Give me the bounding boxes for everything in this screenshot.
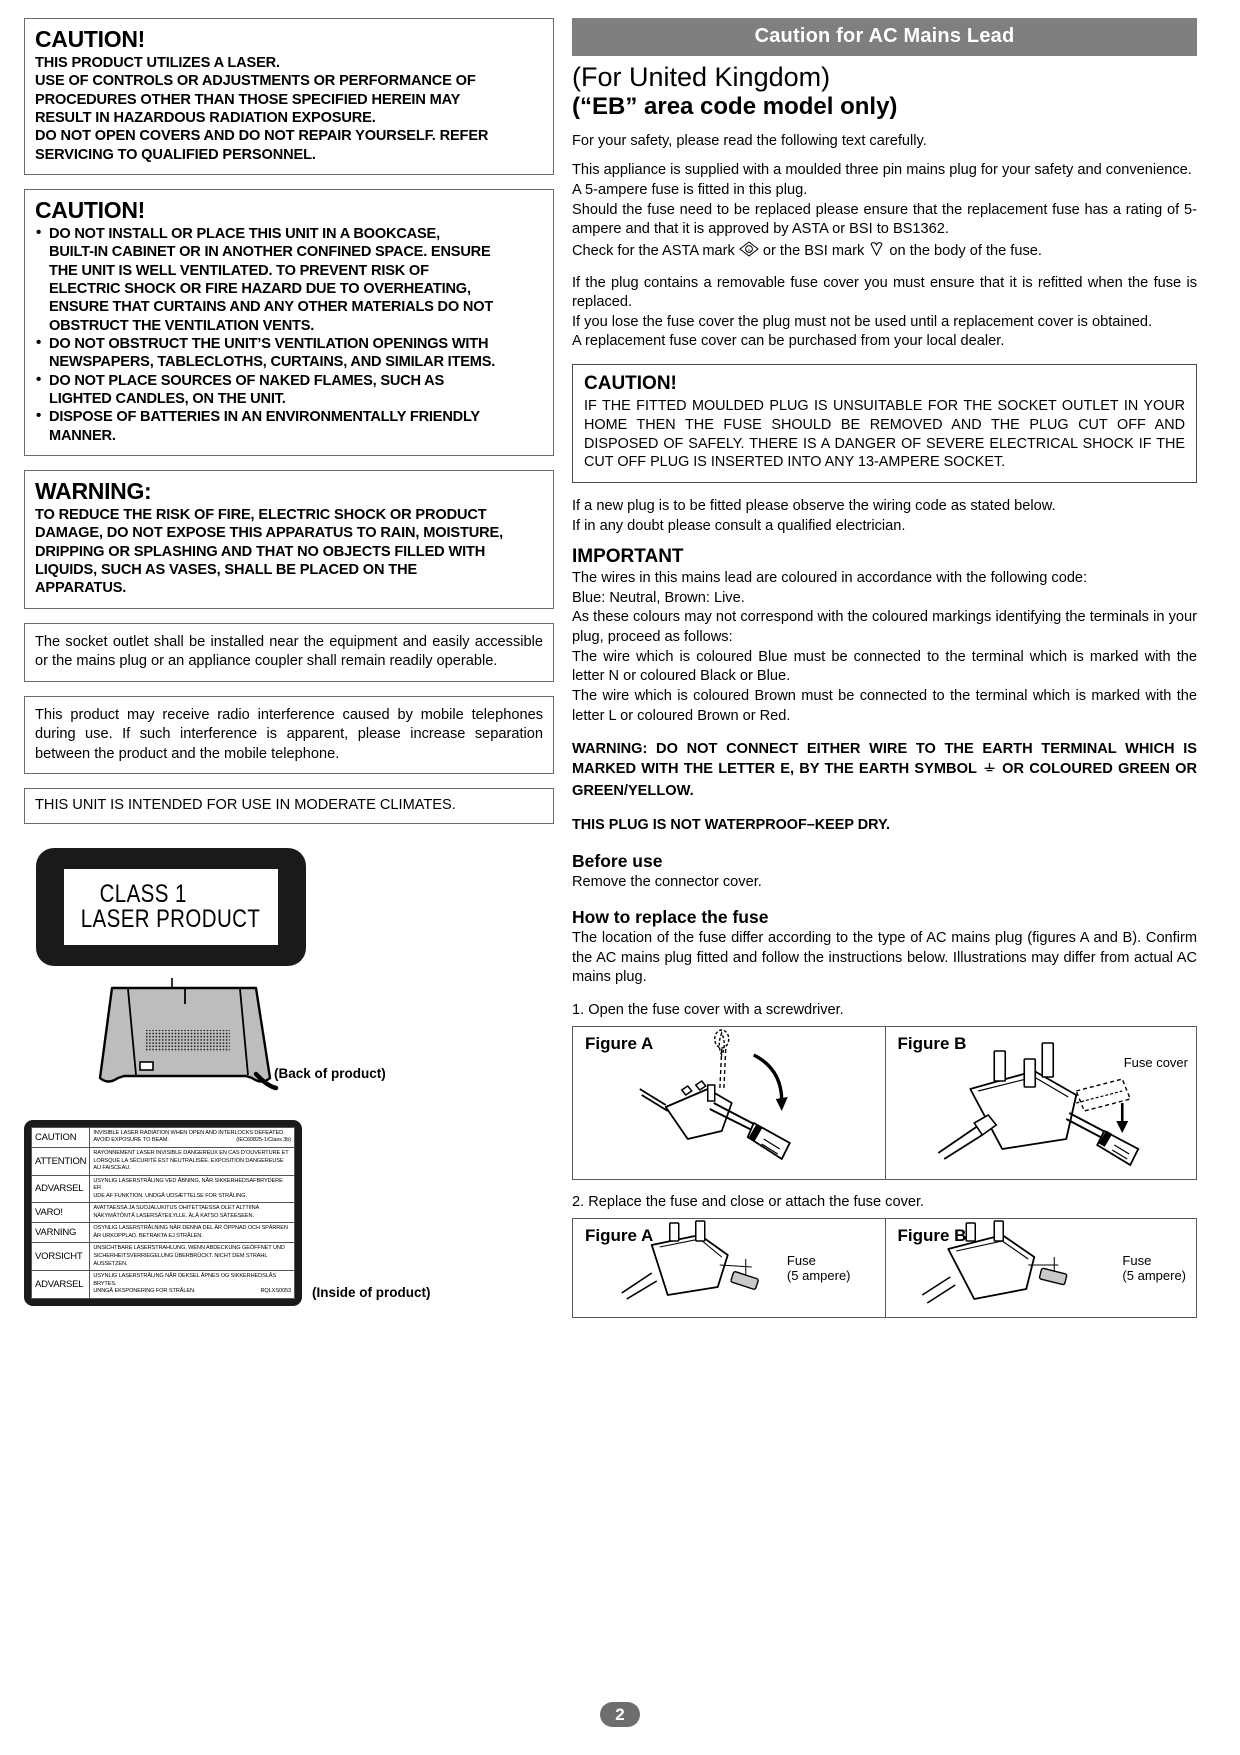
laser-caution-label (24, 1120, 302, 1306)
asta-mark-icon (739, 241, 759, 264)
marks-suffix: on the body of the fuse. (889, 242, 1042, 259)
laser-text-right: (IEC60825-1/Class 3b) (236, 1137, 291, 1144)
laser-lang: ADVARSEL (32, 1175, 90, 1203)
list-item (35, 335, 543, 372)
laser-text-line: NÄKYMÄTÖNTÄ LASERSÄTEILYLLE. ÄLÄ KATSO SÄTEESEEN. (93, 1212, 254, 1219)
caution-laser-box (24, 18, 554, 175)
radio-interference-note: This product may receive radio interference caused by mobile telephones during use. If such interference is apparent, please increase separation between the product and the mobile telephone. (35, 706, 543, 762)
para-colours: Blue: Neutral, Brown: Live. (572, 589, 745, 606)
figure-a-step2 (573, 1219, 885, 1317)
caution-laser-body (35, 54, 543, 164)
intro-paragraph: For your safety, please read the following text carefully. (572, 132, 927, 149)
fuse-callout-a (787, 1253, 851, 1284)
laser-caution-table (31, 1127, 295, 1299)
page-subtitle: (“EB” area code model only) (572, 93, 898, 121)
fuse-callout-a-line1: Fuse (786, 1252, 816, 1268)
laser-text-line: USYNLIG LASERSTRÅLING VED ÅBNING, NÅR SIKKERHEDSAFBRYDERE ER (93, 1177, 283, 1192)
figure-a-step1 (573, 1027, 885, 1179)
socket-outlet-note: The socket outlet shall be installed near the equipment and easily accessible or the mains plug or an appliance coupler shall remain readily operable. (35, 633, 543, 670)
laser-lang: CAUTION (32, 1127, 90, 1147)
bullet-line: • DO NOT OBSTRUCT THE UNIT’S VENTILATION OPENINGS WITH (49, 336, 489, 353)
caution-laser-line: PROCEDURES OTHER THAN THOSE SPECIFIED HEREIN MAY (35, 91, 461, 108)
asta-mark-prefix: Check for the ASTA mark (572, 242, 735, 259)
list-item (35, 408, 543, 445)
class1-laser-label (36, 848, 306, 966)
caution-laser-line: THIS PRODUCT UTILIZES A LASER. (35, 55, 280, 72)
back-of-product-label: (Back of product) (274, 1065, 386, 1081)
warning-line: TO REDUCE THE RISK OF FIRE, ELECTRIC SHOCK OR PRODUCT (35, 507, 487, 524)
bullet-line: ENSURE THAT CURTAINS AND ANY OTHER MATERIALS DO NOT (49, 299, 494, 316)
para-blue-wire: The wire which is coloured Blue must be connected to the terminal which is marked with the letter N or coloured Black or Blue. (572, 648, 1197, 685)
bsi-mark-prefix: or the BSI mark (762, 242, 865, 259)
bullet-line: THE UNIT IS WELL VENTILATED. TO PREVENT RISK OF (49, 262, 429, 279)
para-new-plug: If a new plug is to be fitted please observe the wiring code as stated below. (572, 497, 1056, 514)
para-any-doubt: If in any doubt please consult a qualified electrician. (572, 517, 906, 534)
bullet-line: • DO NOT INSTALL OR PLACE THIS UNIT IN A BOOKCASE, (49, 226, 440, 243)
product-back-illustration-wrap (24, 978, 554, 1106)
laser-text (90, 1203, 295, 1223)
para-check-marks (572, 240, 1197, 264)
warning-line: APPARATUS. (35, 580, 127, 597)
fuse-callout-b-line2: (5 ampere) (1122, 1268, 1186, 1284)
climate-note-box (24, 788, 554, 824)
para-lose-cover: If you lose the fuse cover the plug must not be used until a replacement cover is obtained. (572, 313, 1153, 330)
figure-b-label: Figure B (897, 1033, 967, 1053)
radio-interference-note-box (24, 696, 554, 775)
figure-pair-step1 (572, 1026, 1197, 1180)
laser-text (90, 1175, 295, 1203)
fuse-callout-b (1122, 1253, 1186, 1284)
figure-b-step2 (885, 1219, 1197, 1317)
laser-label-code: RQLXS0053 (260, 1288, 291, 1295)
warning-line: DAMAGE, DO NOT EXPOSE THIS APPARATUS TO RAIN, MOISTURE, (35, 525, 503, 542)
caution-plug-heading: CAUTION! (584, 373, 677, 395)
laser-text-line: LORSQUE LA SÉCURITÉ EST NEUTRALISÉE. EXPOSITION DANGEREUSE AU FAISCEAU. (93, 1157, 284, 1172)
laser-lang: VARNING (32, 1223, 90, 1243)
para-brown-wire: The wire which is coloured Brown must be connected to the terminal which is marked with the letter L or coloured Brown or Red. (572, 687, 1197, 724)
caution-laser-line: DO NOT OPEN COVERS AND DO NOT REPAIR YOURSELF. REFER (35, 128, 489, 145)
laser-lang: VARO! (32, 1203, 90, 1223)
right-column (572, 18, 1197, 1318)
list-item (35, 372, 543, 409)
caution-laser-line: USE OF CONTROLS OR ADJUSTMENTS OR PERFORMANCE OF (35, 73, 476, 90)
table-row (32, 1147, 295, 1175)
bullet-line: ELECTRIC SHOCK OR FIRE HAZARD DUE TO OVERHEATING, (49, 281, 471, 298)
para-purchase-cover: A replacement fuse cover can be purchased from your local dealer. (572, 333, 1005, 350)
bullet-line: • DISPOSE OF BATTERIES IN AN ENVIRONMENTALLY FRIENDLY (49, 409, 480, 426)
figure-b-label-2: Figure B (897, 1225, 967, 1245)
laser-text (90, 1223, 295, 1243)
table-row (32, 1127, 295, 1147)
laser-text-line (93, 1288, 291, 1296)
page-title: (For United Kingdom) (572, 62, 831, 92)
list-item (35, 225, 543, 335)
before-use-heading: Before use (572, 851, 663, 872)
laser-lang: ATTENTION (32, 1147, 90, 1175)
class1-laser-label-inner (64, 869, 278, 945)
step-2-text: 2. Replace the fuse and close or attach the fuse cover. (572, 1193, 925, 1210)
warning-line: DRIPPING OR SPLASHING AND THAT NO OBJECTS FILLED WITH (35, 543, 486, 560)
laser-text (90, 1271, 295, 1299)
earth-ground-icon (982, 761, 997, 782)
svg-text:A: A (747, 247, 751, 253)
table-row (32, 1243, 295, 1271)
laser-text-line: UNSICHTBARE LASERSTRAHLUNG, WENN ABDECKUNG GEÖFFNET UND (93, 1245, 285, 1252)
caution-laser-heading: CAUTION! (35, 26, 146, 52)
para-wires-code: The wires in this mains lead are coloured in accordance with the following code: (572, 570, 1088, 587)
caution-install-box (24, 189, 554, 456)
bullet-line: OBSTRUCT THE VENTILATION VENTS. (49, 317, 315, 334)
table-row (32, 1203, 295, 1223)
para-supplied: This appliance is supplied with a moulded three pin mains plug for your safety and convenience. (572, 162, 1192, 179)
inside-of-product-label: (Inside of product) (312, 1284, 431, 1300)
laser-text-line: INVISIBLE LASER RADIATION WHEN OPEN AND INTERLOCKS DEFEATED. (93, 1129, 285, 1136)
bsi-kitemark-icon (868, 240, 885, 264)
laser-text (90, 1243, 295, 1271)
climate-note: THIS UNIT IS INTENDED FOR USE IN MODERATE CLIMATES. (35, 797, 456, 814)
table-row (32, 1223, 295, 1243)
figure-a-label-2: Figure A (585, 1225, 654, 1245)
replace-fuse-heading: How to replace the fuse (572, 906, 769, 927)
warning-earth-suffix: OR COLOURED GREEN OR GREEN/YELLOW. (572, 760, 1197, 799)
caution-laser-line: RESULT IN HAZARDOUS RADIATION EXPOSURE. (35, 110, 376, 127)
laser-text-line: SICHERHEITSVERRIEGELUNG ÜBERBRÜCKT. NICHT DEM STRAHL AUSSETZEN. (93, 1253, 268, 1267)
warning-line: LIQUIDS, SUCH AS VASES, SHALL BE PLACED ON THE (35, 561, 418, 578)
laser-text-left: UNNGÅ EKSPONERING FOR STRÅLEN. (93, 1288, 196, 1295)
caution-install-heading: CAUTION! (35, 197, 146, 224)
before-use-body: Remove the connector cover. (572, 874, 762, 891)
laser-text-left: AVOID EXPOSURE TO BEAM. (93, 1137, 169, 1144)
warning-body (35, 506, 543, 598)
para-replacement-fuse: Should the fuse need to be replaced please ensure that the replacement fuse has a rating of 5-ampere and that it is approved by ASTA or BSI to BS1362. (572, 201, 1197, 238)
laser-text-line (93, 1137, 291, 1145)
class1-laser-line1: CLASS 1 (99, 879, 187, 908)
socket-outlet-note-box (24, 623, 554, 682)
laser-text-line: OSYNLIG LASERSTRÅLNING NÄR DENNA DEL ÄR ÖPPNAD OCH SPÄRREN (93, 1225, 288, 1232)
fuse-callout-b-line1: Fuse (1122, 1252, 1152, 1268)
caution-install-bullets (35, 225, 543, 445)
caution-plug-box (572, 364, 1197, 483)
caution-laser-line: SERVICING TO QUALIFIED PERSONNEL. (35, 146, 316, 163)
bullet-line: NEWSPAPERS, TABLECLOTHS, CURTAINS, AND SIMILAR ITEMS. (49, 354, 496, 371)
section-ribbon-title: Caution for AC Mains Lead (572, 18, 1197, 56)
caution-plug-body: IF THE FITTED MOULDED PLUG IS UNSUITABLE FOR THE SOCKET OUTLET IN YOUR HOME THEN THE FUSE SHOULD BE REMOVED AND THE PLUG CUT OFF AND DISPOSED OF SAFELY. THERE IS A DANGER OF SEVERE ELECTRICAL SHOCK IF THE CUT OFF PLUG IS INSERTED INTO ANY 13-AMPERE SOCKET. (584, 398, 1185, 471)
product-back-illustration (24, 978, 384, 1106)
warning-earth-terminal (572, 740, 1197, 801)
figure-a-label: Figure A (585, 1033, 654, 1053)
warning-heading: WARNING: (35, 477, 152, 504)
class1-laser-line2: LASER PRODUCT (81, 904, 261, 933)
fuse-callout-a-line2: (5 ampere) (786, 1268, 851, 1284)
bullet-line: • DO NOT PLACE SOURCES OF NAKED FLAMES, SUCH AS (49, 372, 445, 389)
laser-text-line: RAYONNEMENT LASER INVISIBLE DANGEREUX EN CAS D’OUVERTURE ET (93, 1149, 289, 1156)
para-fuse-fitted: A 5-ampere fuse is fitted in this plug. (572, 182, 808, 199)
waterproof-note: THIS PLUG IS NOT WATERPROOF–KEEP DRY. (572, 817, 890, 834)
warning-box (24, 470, 554, 609)
laser-text (90, 1147, 295, 1175)
para-removable-cover: If the plug contains a removable fuse cover you must ensure that it is refitted when the fuse is replaced. (572, 274, 1197, 311)
laser-lang: ADVARSEL (32, 1271, 90, 1299)
warning-earth-text: WARNING: DO NOT CONNECT EITHER WIRE TO THE EARTH TERMINAL WHICH IS MARKED WITH THE LETTER E, BY THE EARTH SYMBOL (572, 741, 1197, 777)
figure-b-step1 (885, 1027, 1197, 1179)
replace-fuse-body: The location of the fuse differ according to the type of AC mains plug (figures A and B). Confirm the AC mains plug fitted and follow the instructions below. Illustrations may differ from actual AC mains plug. (572, 929, 1197, 986)
bullet-line: MANNER. (49, 427, 116, 444)
laser-text-line: USYNLIG LASERSTRÅLING NÅR DEKSEL ÅPNES OG SIKKERHEDSLÅS BRYTES. (93, 1273, 277, 1287)
important-heading: IMPORTANT (572, 546, 684, 568)
laser-text-line: UDE AF FUNKTION. UNDGÅ UDSÆTTELSE FOR STRÅLING. (93, 1192, 247, 1199)
para-markings: As these colours may not correspond with the coloured markings identifying the terminals in your plug, proceed as follows: (572, 609, 1197, 646)
class1-laser-label-wrap (24, 848, 554, 976)
bullet-line: BUILT-IN CABINET OR IN ANOTHER CONFINED SPACE. ENSURE (49, 244, 491, 261)
table-row (32, 1271, 295, 1299)
bullet-line: LIGHTED CANDLES, ON THE UNIT. (49, 390, 286, 407)
figure-pair-step2 (572, 1218, 1197, 1318)
step-1-text: 1. Open the fuse cover with a screwdriver. (572, 1001, 844, 1018)
laser-text (90, 1127, 295, 1147)
laser-text-line: AVATTAESSA JA SUOJALUKITUS OHITETTAESSA OLET ALTTIINA (93, 1205, 260, 1212)
table-row (32, 1175, 295, 1203)
laser-text-line: ÄR URKOPPLAD. BETRAKTA EJ STRÅLEN. (93, 1232, 203, 1239)
left-column (24, 18, 554, 1306)
page-number-badge: 2 (600, 1702, 640, 1727)
laser-lang: VORSICHT (32, 1243, 90, 1271)
laser-caution-label-row (24, 1106, 554, 1306)
fuse-cover-callout: Fuse cover (1123, 1054, 1188, 1070)
